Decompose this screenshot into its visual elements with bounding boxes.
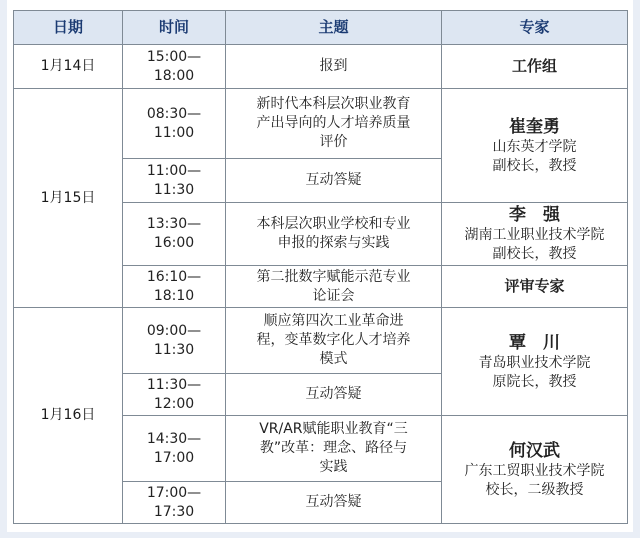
time-cell: 08:30— 11:00 <box>123 89 226 159</box>
expert-cell: 工作组 <box>442 45 628 89</box>
date-cell: 1月14日 <box>14 45 123 89</box>
header-row <box>14 11 628 45</box>
header-expert: 专家 <box>442 11 628 45</box>
expert-name: 李 强 <box>509 205 560 225</box>
time-cell: 16:10— 18:10 <box>123 266 226 308</box>
expert-name: 何汉武 <box>509 440 560 461</box>
expert-cell <box>442 308 628 416</box>
date-cell: 1月16日 <box>14 308 123 524</box>
topic-cell: 顺应第四次工业革命进 程，变革数字化人才培养 模式 <box>226 308 442 374</box>
table-row <box>14 308 628 374</box>
schedule-table <box>13 10 628 524</box>
header-topic: 主题 <box>226 11 442 45</box>
time-cell: 09:00— 11:30 <box>123 308 226 374</box>
expert-cell <box>442 203 628 266</box>
expert-org: 广东工贸职业技术学院 校长，二级教授 <box>464 462 605 498</box>
expert-org: 青岛职业技术学院 原院长，教授 <box>478 354 591 390</box>
topic-cell: 互动答疑 <box>226 159 442 203</box>
header-date: 日期 <box>14 11 123 45</box>
topic-cell: VR/AR赋能职业教育“三 教”改革：理念、路径与 实践 <box>226 416 442 482</box>
time-cell: 15:00— 18:00 <box>123 45 226 89</box>
time-cell: 13:30— 16:00 <box>123 203 226 266</box>
expert-name: 覃 川 <box>509 332 560 353</box>
header-time: 时间 <box>123 11 226 45</box>
expert-cell <box>442 416 628 524</box>
expert-cell: 评审专家 <box>442 266 628 308</box>
time-cell: 11:30— 12:00 <box>123 374 226 416</box>
expert-org: 湖南工业职业技术学院 副校长，教授 <box>464 227 605 262</box>
time-cell: 11:00— 11:30 <box>123 159 226 203</box>
topic-cell: 互动答疑 <box>226 482 442 524</box>
expert-name: 崔奎勇 <box>509 116 560 137</box>
time-cell: 17:00— 17:30 <box>123 482 226 524</box>
topic-cell: 报到 <box>226 45 442 89</box>
table-row <box>14 89 628 159</box>
topic-cell: 第二批数字赋能示范专业 论证会 <box>226 266 442 308</box>
topic-cell: 新时代本科层次职业教育 产出导向的人才培养质量 评价 <box>226 89 442 159</box>
topic-cell: 本科层次职业学校和专业 申报的探索与实践 <box>226 203 442 266</box>
topic-cell: 互动答疑 <box>226 374 442 416</box>
date-cell: 1月15日 <box>14 89 123 308</box>
table-row <box>14 45 628 89</box>
expert-cell <box>442 89 628 203</box>
time-cell: 14:30— 17:00 <box>123 416 226 482</box>
expert-org: 山东英才学院 副校长，教授 <box>492 138 577 174</box>
